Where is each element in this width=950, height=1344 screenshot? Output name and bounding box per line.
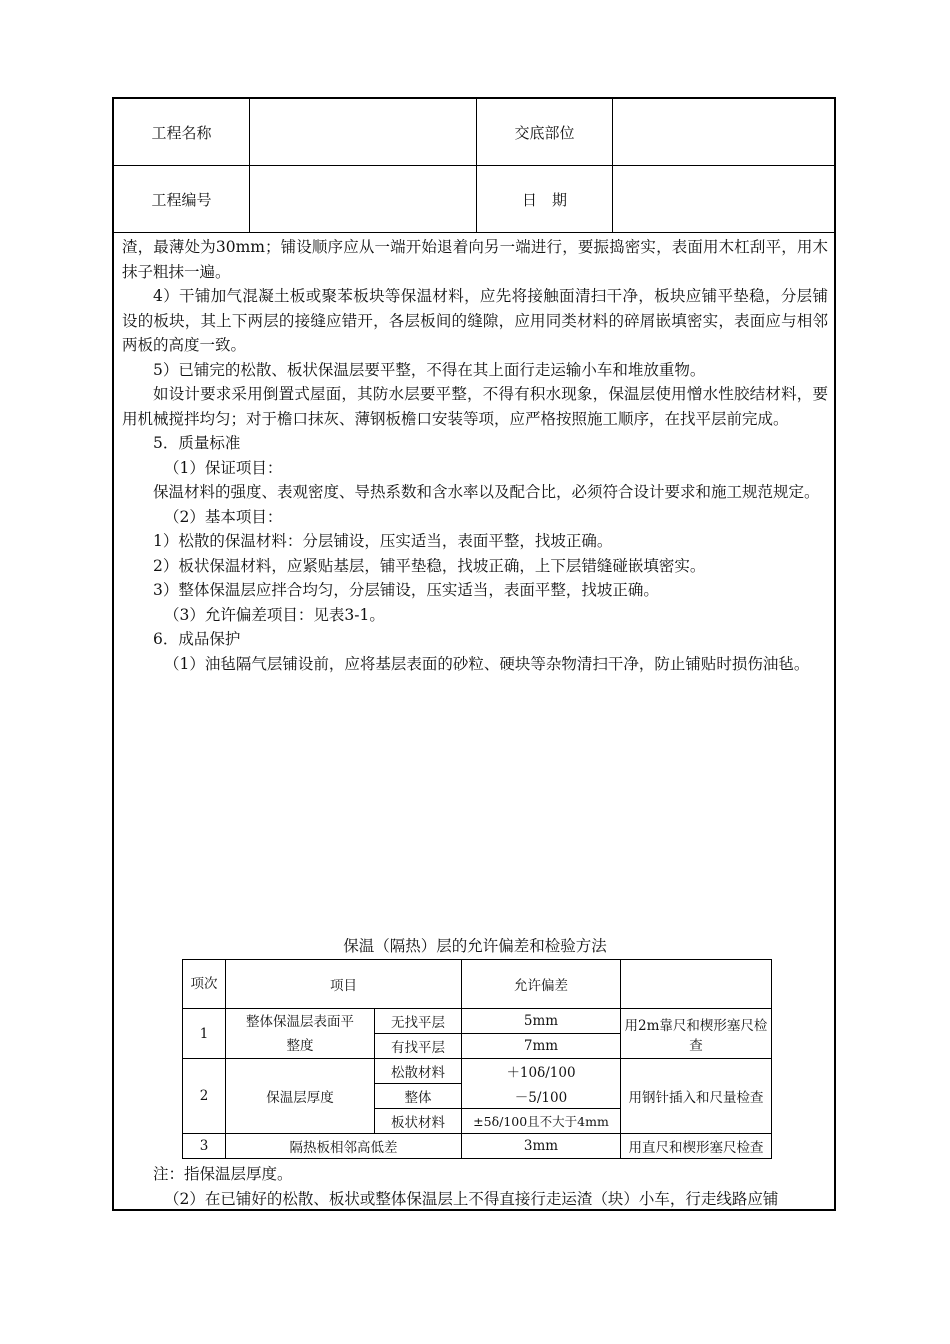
row2-no: 2 bbox=[183, 1059, 226, 1134]
part-value bbox=[613, 99, 835, 166]
row2-sub2: 整体 bbox=[375, 1084, 462, 1109]
deviation-table bbox=[182, 959, 772, 1159]
paragraph: 如设计要求采用倒置式屋面，其防水层要平整，不得有积水现象，保温层使用憎水性胶结材料，要用机械搅拌均匀；对于檐口抹灰、薄钢板檐口安装等项，应严格按照施工顺序，在找平层前完成。 bbox=[122, 385, 828, 428]
paragraph: 保温材料的强度、表观密度、导热系数和含水率以及配合比，必须符合设计要求和施工规范规定。 bbox=[153, 483, 820, 501]
subsection-heading: （2）基本项目： bbox=[164, 507, 283, 526]
row3-tolerance: 3mm bbox=[462, 1134, 621, 1159]
table-caption: 保温（隔热）层的允许偏差和检验方法 bbox=[343, 937, 607, 955]
paragraph: 3）整体保温层应拌合均匀，分层铺设，压实适当，表面平整，找坡正确。 bbox=[153, 581, 659, 599]
row3-no: 3 bbox=[183, 1134, 226, 1159]
subsection-heading: （1）保证项目： bbox=[164, 458, 283, 477]
row2-tol3: ±5δ/100且不大于4mm bbox=[462, 1109, 621, 1134]
body-text bbox=[114, 233, 836, 676]
table-note: 注：指保温层厚度。 bbox=[153, 1165, 293, 1183]
project-name-label: 工程名称 bbox=[114, 99, 250, 166]
paragraph: 1）松散的保温材料：分层铺设，压实适当，表面平整，找坡正确。 bbox=[153, 532, 613, 550]
row1-tol1: 5mm bbox=[462, 1009, 621, 1034]
document-frame bbox=[112, 97, 836, 1211]
row3-method: 用直尺和楔形塞尺检查 bbox=[621, 1134, 772, 1159]
header-method bbox=[621, 960, 772, 1009]
date-value bbox=[613, 166, 835, 233]
date-label: 日 期 bbox=[477, 166, 613, 233]
paragraph: 2）板状保温材料，应紧贴基层，铺平垫稳，找坡正确，上下层错缝碰嵌填密实。 bbox=[153, 556, 706, 575]
header-item: 项目 bbox=[226, 960, 462, 1009]
row1-tol2: 7mm bbox=[462, 1034, 621, 1059]
section-heading: 5．质量标准 bbox=[153, 434, 241, 452]
row2-sub3: 板状材料 bbox=[375, 1109, 462, 1134]
paragraph: 4）干铺加气混凝土板或聚苯板块等保温材料，应先将接触面清扫干净，板块应铺平垫稳，分层铺设的板块，其上下两层的接缝应错开，各层板间的缝隙，应用同类材料的碎屑嵌填密实，表面应与相邻两板的高度一致。 bbox=[122, 287, 828, 354]
row2-tol2: －5/100 bbox=[462, 1084, 621, 1109]
row2-tol1: ＋10δ/100 bbox=[462, 1059, 621, 1084]
paragraph: 渣，最薄处为30mm；铺设顺序应从一端开始退着向另一端进行，要振捣密实，表面用木杠刮平，用木抹子粗抹一遍。 bbox=[122, 238, 828, 281]
row1-sub2: 有找平层 bbox=[375, 1034, 462, 1059]
row2-item: 保温层厚度 bbox=[226, 1059, 375, 1134]
project-no-label: 工程编号 bbox=[114, 166, 250, 233]
project-no-value bbox=[250, 166, 477, 233]
header-no: 项次 bbox=[183, 960, 226, 1009]
row1-method: 用2m靠尺和楔形塞尺检查 bbox=[621, 1009, 772, 1059]
part-label: 交底部位 bbox=[477, 99, 613, 166]
header-table bbox=[114, 99, 834, 233]
row1-sub1: 无找平层 bbox=[375, 1009, 462, 1034]
paragraph: （2）在已铺好的松散、板状或整体保温层上不得直接行走运渣（块）小车，行走线路应铺 bbox=[164, 1189, 779, 1208]
paragraph: 5）已铺完的松散、板状保温层要平整，不得在其上面行走运输小车和堆放重物。 bbox=[153, 360, 706, 379]
paragraph: （1）油毡隔气层铺设前，应将基层表面的砂粒、硬块等杂物清扫干净，防止铺贴时损伤油毡。 bbox=[164, 654, 810, 673]
row2-method: 用钢针插入和尺量检查 bbox=[621, 1059, 772, 1134]
row2-sub1: 松散材料 bbox=[375, 1059, 462, 1084]
row3-item: 隔热板相邻高低差 bbox=[226, 1134, 462, 1159]
row1-no: 1 bbox=[183, 1009, 226, 1059]
header-tolerance: 允许偏差 bbox=[462, 960, 621, 1009]
project-name-value bbox=[250, 99, 477, 166]
note-block bbox=[122, 1162, 828, 1211]
paragraph: （3）允许偏差项目：见表3-1。 bbox=[164, 605, 385, 624]
section-heading: 6．成品保护 bbox=[153, 630, 241, 648]
row1-item: 整体保温层表面平整度 bbox=[226, 1009, 375, 1059]
